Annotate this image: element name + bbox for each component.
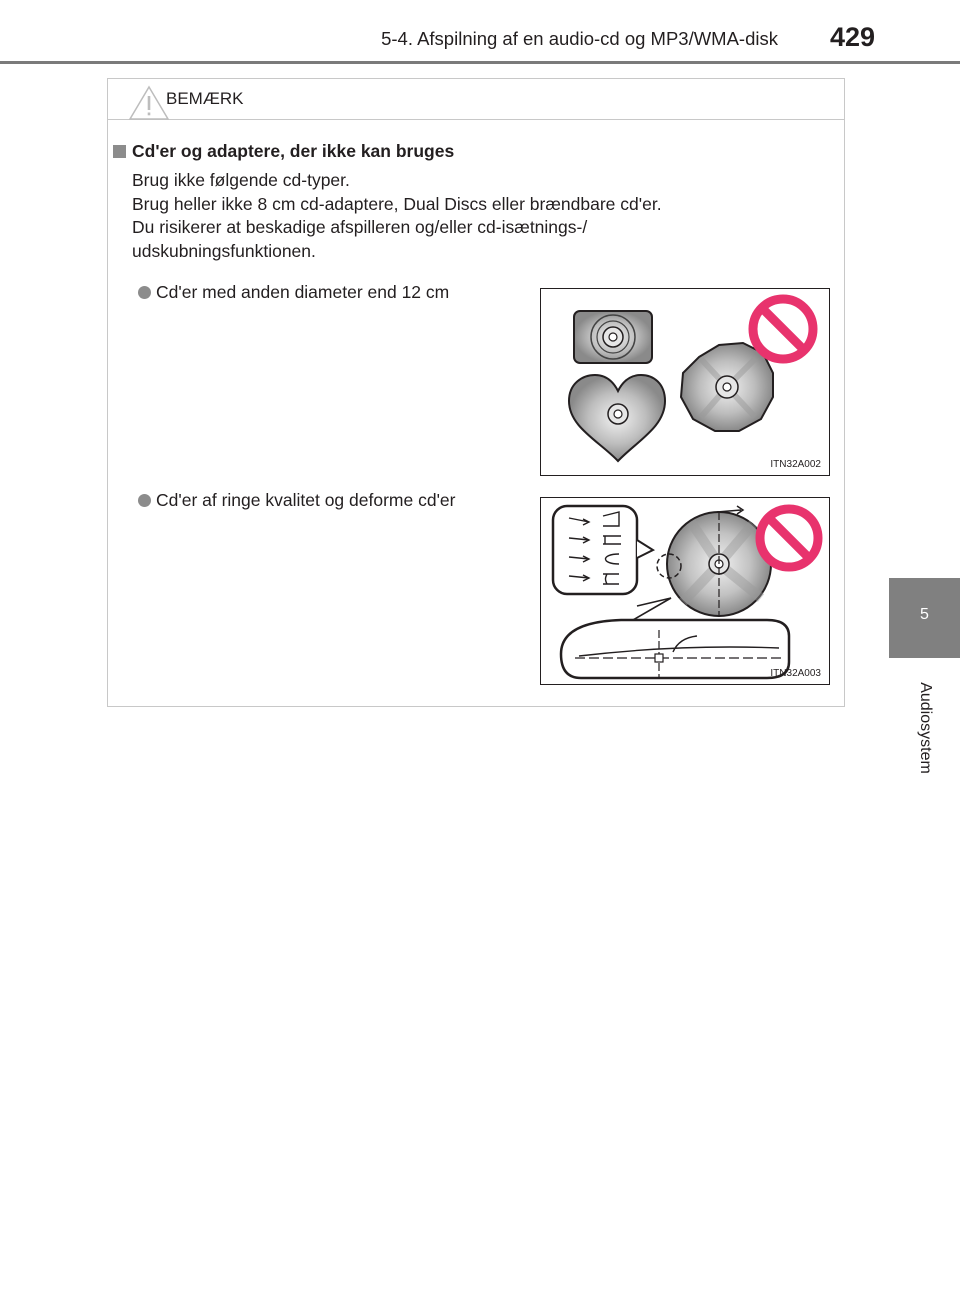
paragraph-line: Brug ikke følgende cd-typer. xyxy=(132,170,350,190)
bullet-text: Cd'er af ringe kvalitet og deforme cd'er xyxy=(156,490,456,510)
card-disc-icon xyxy=(574,311,652,363)
chapter-tab-number: 5 xyxy=(920,606,929,623)
notice-title: BEMÆRK xyxy=(166,89,244,108)
chapter-tab-label-text: Audiosystem xyxy=(916,682,934,774)
deformed-discs-illustration xyxy=(541,498,829,684)
square-bullet-icon xyxy=(113,145,126,158)
bullet-text: Cd'er med anden diameter end 12 cm xyxy=(156,282,450,302)
chapter-title: 5-4. Afspilning af en audio-cd og MP3/WMA-disk xyxy=(381,28,778,49)
disc-edge-callout xyxy=(553,506,653,594)
chapter-tab[interactable] xyxy=(889,578,960,658)
section-heading-text: Cd'er og adaptere, der ikke kan bruges xyxy=(132,141,455,161)
paragraph-line: Du risikerer at beskadige afspilleren og/eller cd-isætnings-/ xyxy=(132,217,588,237)
section-heading xyxy=(113,141,454,162)
prohibition-icon xyxy=(753,299,813,359)
round-bullet-icon xyxy=(138,286,151,299)
notice-box xyxy=(107,78,845,707)
page-header xyxy=(0,0,960,64)
prohibition-icon xyxy=(760,509,818,567)
warning-icon xyxy=(128,85,170,121)
warped-disc-profile xyxy=(561,598,789,678)
figure-code: ITN32A002 xyxy=(770,459,821,470)
paragraph-line: udskubningsfunktionen. xyxy=(132,240,316,261)
figure-code: ITN32A003 xyxy=(770,668,821,679)
notice-header xyxy=(108,79,844,120)
odd-shaped-discs-figure xyxy=(540,288,830,476)
octagon-disc-icon xyxy=(681,343,773,431)
instruction-paragraph xyxy=(132,169,832,263)
paragraph-line: Brug heller ikke 8 cm cd-adaptere, Dual Discs eller brændbare cd'er. xyxy=(132,193,662,214)
bullet-item xyxy=(138,282,449,303)
damaged-disc-icon xyxy=(657,506,771,616)
odd-shaped-discs-illustration xyxy=(541,289,829,475)
deformed-discs-figure xyxy=(540,497,830,685)
round-bullet-icon xyxy=(138,494,151,507)
page-number: 429 xyxy=(829,22,875,52)
heart-disc-icon xyxy=(569,375,665,461)
header-rule xyxy=(0,61,960,64)
bullet-item xyxy=(138,490,455,511)
chapter-tab-label xyxy=(889,658,960,798)
